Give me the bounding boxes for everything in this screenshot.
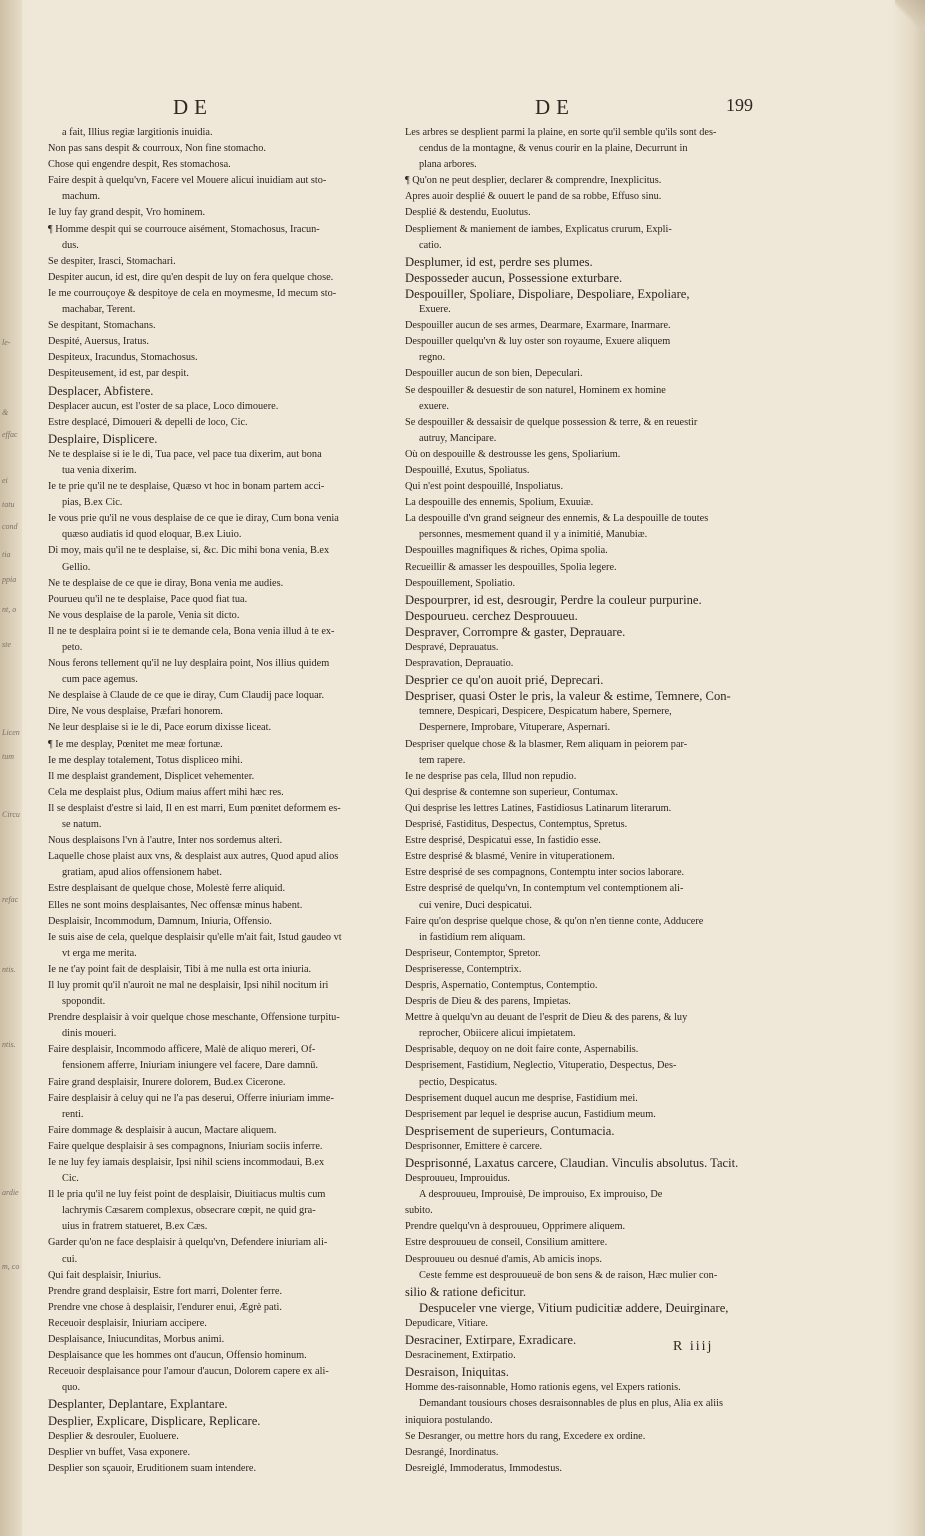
entry-line: Despouiller aucun de ses armes, Dearmare, Exarmare, Inarmare. (405, 320, 671, 332)
entry-line: Despourprer, id est, desrougir, Perdre la couleur purpurine. (405, 592, 702, 607)
entry-line: ¶ Homme despit qui se courrouce aisément, Stomachosus, Iracun- (48, 223, 320, 235)
entry-line: Elles ne sont moins desplaisantes, Nec offensæ minus habent. (48, 899, 303, 911)
entry-line: personnes, mesmement quand il y a inimitié, Manubiæ. (419, 529, 648, 541)
entry-line: Despris, Aspernatio, Contemptus, Contemptio. (405, 979, 598, 991)
margin-bleed: & (2, 408, 9, 417)
entry-line: cendus de la montagne, & venus courir en la plaine, Decurrunt in (419, 143, 688, 155)
entry-line: Garder qu'on ne face desplaisir à quelqu'vn, Defendere iniuriam ali- (48, 1237, 328, 1249)
entry-line: Receuoir desplaisance pour l'amour d'aucun, Dolorem capere ex ali- (48, 1366, 329, 1378)
entry-line: Laquelle chose plaist aux vns, & desplaist aux autres, Quod apud alios (48, 851, 339, 863)
entry-line: Faire dommage & desplaisir à aucun, Mactare aliquem. (48, 1124, 277, 1136)
entry-line: Exuere. (419, 304, 451, 316)
entry-line: Depudicare, Vitiare. (405, 1317, 488, 1329)
entry-line: ¶ Qu'on ne peut desplier, declarer & comprendre, Inexplicitus. (405, 175, 662, 187)
entry-line: Ie te prie qu'il ne te desplaise, Quæso vt hoc in bonam partem acci- (48, 481, 325, 493)
entry-line: Ie luy fay grand despit, Vro hominem. (48, 207, 206, 219)
entry-line: Desprisonné, Laxatus carcere, Claudian. Vinculis absolutus. Tacit. (405, 1156, 739, 1170)
entry-line: Ie ne t'ay point fait de desplaisir, Tibi à me nulla est orta iniuria. (48, 963, 312, 975)
left-column (48, 125, 388, 1477)
entry-line: fensionem afferre, Iniuriam iniungere vel facere, Dare damnū. (62, 1060, 318, 1072)
entry-line: quo. (62, 1382, 81, 1394)
entry-line: Estre desplacé, Dimoueri & depelli de loco, Cic. (48, 416, 248, 428)
entry-line: Il luy promit qu'il n'auroit ne mal ne desplaisir, Ipsi nihil nocitum iri (48, 979, 329, 991)
entry-line: Desplaisance, Iniucunditas, Morbus animi. (48, 1334, 225, 1346)
entry-line: Di moy, mais qu'il ne te desplaise, si, &c. Dic mihi bona venia, B.ex (48, 545, 330, 557)
entry-line: Les arbres se desplient parmi la plaine, en sorte qu'il semble qu'ils sont des- (405, 127, 717, 138)
entry-line: Desplacer aucun, est l'oster de sa place, Loco dimouere. (48, 400, 279, 412)
entry-line: Desprisement duquel aucun me desprise, Fastidium mei. (405, 1092, 638, 1104)
entry-line: lachrymis Cæsarem complexus, obsecrare cœpit, ne quid gra- (62, 1205, 316, 1217)
margin-bleed: refac (2, 895, 19, 904)
entry-line: Desreiglé, Immoderatus, Immodestus. (405, 1462, 562, 1474)
entry-line: dinis moueri. (62, 1028, 117, 1040)
entry-line: cui venire, Duci despicatui. (419, 899, 532, 911)
margin-bleed: ntis. (2, 965, 16, 974)
entry-line: Desposseder aucun, Possessione exturbare. (405, 270, 623, 285)
entry-line: Chose qui engendre despit, Res stomachosa. (48, 159, 231, 171)
entry-line: Cela me desplaist plus, Odium maius affert mihi hæc res. (48, 786, 284, 798)
entry-line: uius in fratrem statueret, B.ex Cæs. (62, 1221, 208, 1233)
entry-line: Ne te desplaise si ie le di, Tua pace, vel pace tua dixerim, aut bona (48, 448, 322, 460)
entry-line: Qui n'est point despouillé, Inspoliatus. (405, 481, 564, 493)
entry-line: Pourueu qu'il ne te desplaise, Pace quod fiat tua. (48, 593, 248, 605)
entry-line: Despriseresse, Contemptrix. (405, 963, 522, 975)
entry-line: Desplaire, Displicere. (48, 431, 158, 446)
entry-line: Despraver, Corrompre & gaster, Deprauare. (405, 624, 626, 639)
margin-bleed: ste (2, 640, 11, 649)
entry-line: Se Desranger, ou mettre hors du rang, Excedere ex ordine. (405, 1430, 646, 1442)
entry-line: Desprisable, dequoy on ne doit faire conte, Aspernabilis. (405, 1044, 639, 1056)
right-column (405, 125, 760, 1477)
entry-line: A desprouueu, Improuisè, De improuiso, Ex improuiso, De (419, 1189, 663, 1201)
entry-line: Despravé, Deprauatus. (405, 642, 499, 653)
entry-line: Despité, Auersus, Iratus. (48, 336, 149, 348)
entry-line: Desprouueu, Improuidus. (405, 1173, 510, 1185)
entry-line: Ne vous desplaise de la parole, Venia sit dicto. (48, 609, 240, 621)
entry-line: Faire desplaisir à celuy qui ne l'a pas deserui, Offerre iniuriam imme- (48, 1092, 334, 1104)
entry-line: gratiam, apud alios offensionem habet. (62, 867, 222, 879)
entry-line: Ie me desplay totalement, Totus displiceo mihi. (48, 754, 243, 766)
margin-bleed: nt, o (2, 605, 17, 614)
entry-line: machabar, Terent. (62, 304, 136, 316)
entry-line: Receuoir desplaisir, Iniuriam accipere. (48, 1317, 207, 1329)
entry-line: renti. (62, 1108, 84, 1120)
margin-bleed: Licen (2, 728, 20, 737)
entry-line: Desraison, Iniquitas. (405, 1365, 509, 1380)
entry-line: Se despouiller & desuestir de son naturel, Hominem ex homine (405, 384, 666, 396)
margin-bleed: tia (2, 550, 11, 559)
entry-line: Apres auoir desplié & ouuert le pand de sa robbe, Effuso sinu. (405, 191, 662, 203)
binding-gutter (0, 0, 22, 1536)
entry-line: Despourueu. cerchez Desprouueu. (405, 608, 578, 623)
entry-line: Desrangé, Inordinatus. (405, 1446, 499, 1458)
entry-line: Il ne te desplaira point si ie te demande cela, Bona venia illud à te ex- (48, 625, 335, 637)
entry-line: Estre desplaisant de quelque chose, Molestè ferre aliquid. (48, 883, 286, 895)
entry-line: spopondit. (62, 996, 106, 1008)
entry-line: silio & ratione deficitur. (405, 1284, 527, 1299)
entry-line: Desprouueu ou desnué d'amis, Ab amicis inops. (405, 1253, 602, 1265)
entry-line: Desprier ce qu'on auoit prié, Deprecari. (405, 673, 604, 688)
entry-line: Non pas sans despit & courroux, Non fine stomacho. (48, 143, 266, 155)
entry-line: Gellio. (62, 561, 91, 573)
entry-line: Despiteux, Iracundus, Stomachosus. (48, 352, 198, 364)
entry-line: autruy, Mancipare. (419, 432, 497, 444)
entry-line: regno. (419, 352, 446, 364)
page-corner (895, 0, 925, 36)
entry-line: Desplier son sçauoir, Eruditionem suam intendere. (48, 1462, 257, 1474)
entry-line: Prendre desplaisir à voir quelque chose meschante, Offensione turpitu- (48, 1012, 340, 1024)
entry-line: Despernere, Improbare, Vituperare, Aspernari. (419, 722, 611, 734)
entry-line: exuere. (419, 400, 450, 412)
entry-line: Faire despit à quelqu'vn, Facere vel Mouere alicui inuidiam aut sto- (48, 175, 327, 187)
entry-line: se natum. (62, 819, 102, 831)
entry-line: Ne te desplaise de ce que ie diray, Bona venia me audies. (48, 577, 284, 589)
entry-line: Estre desprisé de quelqu'vn, In contemptum vel contemptionem ali- (405, 883, 684, 895)
entry-line: La despouille des ennemis, Spolium, Exuuiæ. (405, 497, 594, 509)
margin-bleed: m, co (2, 1262, 20, 1271)
entry-line: Estre desprouueu de conseil, Consilium amittere. (405, 1237, 608, 1249)
entry-line: Homme des-raisonnable, Homo rationis egens, vel Expers rationis. (405, 1382, 681, 1394)
entry-line: Prendre grand desplaisir, Estre fort marri, Dolenter ferre. (48, 1285, 283, 1297)
margin-bleed: tum (2, 752, 14, 761)
entry-line: temnere, Despicari, Despicere, Despicatum habere, Spernere, (419, 706, 672, 718)
margin-bleed: tatu (2, 500, 15, 509)
entry-line: Cic. (62, 1173, 79, 1185)
entry-line: peto. (62, 642, 83, 653)
entry-line: quæso audiatis id quod eloquar, B.ex Liuio. (62, 529, 242, 541)
entry-line: Desprisement de superieurs, Contumacia. (405, 1123, 615, 1138)
entry-line: Despriser quelque chose & la blasmer, Rem aliquam in peiorem par- (405, 738, 688, 750)
entry-line: subito. (405, 1205, 433, 1217)
entry-line: in fastidium rem aliquam. (419, 931, 526, 943)
running-head-left: DE (173, 95, 213, 119)
entry-line: Despouiller, Spoliare, Dispoliare, Despoliare, Expoliare, (405, 286, 690, 301)
entry-line: Ne leur desplaise si ie le di, Pace eorum dixisse liceat. (48, 722, 272, 734)
entry-line: Se despiter, Irasci, Stomachari. (48, 255, 176, 267)
entry-line: Se despouiller & dessaisir de quelque possession & terre, & en reuestir (405, 416, 698, 428)
entry-line: Ie ne desprise pas cela, Illud non repudio. (405, 770, 577, 782)
entry-line: Demandant tousiours choses desraisonnables de plus en plus, Alia ex aliis (419, 1398, 723, 1410)
entry-line: Desracinement, Extirpatio. (405, 1350, 516, 1362)
entry-line: Desplier vn buffet, Vasa exponere. (48, 1446, 191, 1458)
entry-line: Il se desplaist d'estre si laid, Il en est marri, Eum pœnitet deformem es- (48, 802, 341, 814)
entry-line: Desprisé, Fastiditus, Despectus, Contemptus, Spretus. (405, 819, 628, 831)
entry-line: pias, B.ex Cic. (62, 497, 123, 509)
entry-line: Où on despouille & destrousse les gens, Spoliarium. (405, 448, 621, 460)
entry-line: tua venia dixerim. (62, 464, 137, 476)
entry-line: iniquiora postulando. (405, 1414, 493, 1426)
entry-line: Prendre vne chose à desplaisir, l'endurer enui, Ægrè pati. (48, 1301, 282, 1313)
entry-line: Desplier, Explicare, Displicare, Replicare. (48, 1413, 261, 1428)
entry-line: Despliement & maniement de iambes, Explicatus crurum, Expli- (405, 223, 672, 235)
entry-line: Desplaisance que les hommes ont d'aucun, Offensio hominum. (48, 1350, 307, 1362)
entry-line: Despouiller quelqu'vn & luy oster son royaume, Exuere aliquem (405, 336, 671, 348)
entry-line: Despouillé, Exutus, Spoliatus. (405, 464, 530, 476)
entry-line: Despiteusement, id est, par despit. (48, 368, 189, 380)
entry-line: Desraciner, Extirpare, Exradicare. (405, 1333, 577, 1348)
entry-line: Ie ne luy fey iamais desplaisir, Ipsi nihil sciens incommodaui, B.ex (48, 1157, 325, 1168)
folio-number: 199 (726, 95, 753, 115)
entry-line: Ie vous prie qu'il ne vous desplaise de ce que ie diray, Cum bona venia (48, 513, 339, 525)
entry-line: Faire quelque desplaisir à ses compagnons, Iniuriam sociis inferre. (48, 1140, 323, 1152)
entry-line: catio. (419, 239, 442, 251)
entry-line: dus. (62, 239, 79, 251)
entry-line: cum pace agemus. (62, 674, 138, 686)
margin-bleed: ei (2, 476, 8, 485)
entry-line: Despravation, Deprauatio. (405, 658, 514, 670)
entry-line: Desplier & desrouler, Euoluere. (48, 1430, 179, 1442)
entry-line: Faire qu'on desprise quelque chose, & qu'on n'en tienne conte, Adducere (405, 915, 704, 927)
entry-line: Desplumer, id est, perdre ses plumes. (405, 254, 593, 269)
entry-line: Estre desprisé, Despicatui esse, In fastidio esse. (405, 835, 601, 847)
entry-line: Mettre à quelqu'vn au deuant de l'esprit de Dieu & des parens, & luy (405, 1012, 688, 1024)
margin-bleed: ardie (2, 1188, 19, 1197)
entry-line: Desplacer, Abfistere. (48, 383, 154, 398)
entry-line: Estre desprisé & blasmé, Venire in vituperationem. (405, 851, 615, 863)
margin-bleed: effac (2, 430, 18, 439)
margin-bleed: ntis. (2, 1040, 16, 1049)
entry-line: Despouilles magnifiques & riches, Opima spolia. (405, 545, 608, 557)
entry-line: Ie suis aise de cela, quelque desplaisir qu'elle m'ait fait, Istud gaudeo vt (48, 931, 342, 943)
entry-line: Desprisement par lequel ie desprise aucun, Fastidium meum. (405, 1108, 656, 1120)
entry-line: Il me desplaist grandement, Displicet vehementer. (48, 770, 255, 782)
entry-line: Qui desprise les lettres Latines, Fastidiosus Latinarum literarum. (405, 802, 672, 814)
margin-bleed: ppia (2, 575, 17, 584)
entry-line: Despuceler vne vierge, Vitium pudicitiæ addere, Deuirginare, (419, 1300, 729, 1315)
entry-line: Recueillir & amasser les despouilles, Spolia legere. (405, 561, 617, 573)
entry-line: Ceste femme est desprouueuë de bon sens & de raison, Hæc mulier con- (419, 1269, 718, 1281)
entry-line: Faire grand desplaisir, Inurere dolorem, Bud.ex Cicerone. (48, 1076, 286, 1088)
entry-line: Faire desplaisir, Incommodo afficere, Malè de aliquo mereri, Of- (48, 1044, 316, 1056)
entry-line: Despiter aucun, id est, dire qu'en despit de luy on fera quelque chose. (48, 271, 334, 283)
entry-line: Ne desplaise à Claude de ce que ie diray, Cum Claudij pace loquar. (48, 690, 325, 702)
entry-line: ¶ Ie me desplay, Pœnitet me meæ fortunæ. (48, 738, 223, 750)
entry-line: Desprisement, Fastidium, Neglectio, Vituperatio, Despectus, Des- (405, 1060, 677, 1072)
signature-mark: R iiij (673, 1339, 714, 1354)
entry-line: Qui desprise & contemne son superieur, Contumax. (405, 786, 618, 798)
entry-line: Ie me courrouçoye & despitoye de cela en moymesme, Id mecum sto- (48, 287, 337, 299)
entry-line: Despris de Dieu & des parens, Impietas. (405, 996, 571, 1008)
entry-line: a fait, Illius regiæ largitionis inuidia. (62, 127, 213, 138)
entry-line: machum. (62, 191, 101, 203)
entry-line: Qui fait desplaisir, Iniurius. (48, 1269, 162, 1281)
entry-line: Despriseur, Contemptor, Spretor. (405, 947, 541, 959)
entry-line: cui. (62, 1253, 78, 1265)
entry-line: Il le pria qu'il ne luy feist point de desplaisir, Diuitiacus multis cum (48, 1189, 326, 1201)
running-head-right: DE (535, 95, 575, 119)
entry-line: Estre desprisé de ses compagnons, Contemptu inter socios laborare. (405, 867, 685, 879)
entry-line: Despriser, quasi Oster le pris, la valeur & estime, Temnere, Con- (405, 689, 731, 704)
entry-line: Nous ferons tellement qu'il ne luy desplaira point, Nos illius quidem (48, 658, 330, 670)
entry-line: Prendre quelqu'vn à desprouueu, Opprimere aliquem. (405, 1221, 626, 1233)
entry-line: reprocher, Obiicere alicui impietatem. (419, 1028, 576, 1040)
margin-bleed: cond (2, 522, 18, 531)
entry-line: Desplanter, Deplantare, Explantare. (48, 1397, 228, 1412)
entry-line: tem rapere. (419, 754, 466, 766)
entry-line: Desplaisir, Incommodum, Damnum, Iniuria, Offensio. (48, 915, 272, 927)
entry-line: vt erga me merita. (62, 947, 137, 959)
entry-line: Desplié & destendu, Euolutus. (405, 207, 531, 219)
entry-line: Se despitant, Stomachans. (48, 320, 156, 332)
entry-line: Dire, Ne vous desplaise, Præfari honorem. (48, 706, 224, 718)
entry-line: Nous desplaisons l'vn à l'autre, Inter nos sordemus alteri. (48, 835, 283, 847)
entry-line: Despouillement, Spoliatio. (405, 577, 516, 589)
entry-line: plana arbores. (419, 159, 477, 171)
margin-bleed: Circu (2, 810, 20, 819)
entry-line: Desprisonner, Emittere è carcere. (405, 1140, 543, 1152)
margin-bleed: le- (2, 338, 11, 347)
entry-line: La despouille d'vn grand seigneur des ennemis, & La despouille de toutes (405, 513, 709, 525)
entry-line: Despouiller aucun de son bien, Depeculari. (405, 368, 583, 380)
entry-line: pectio, Despicatus. (419, 1076, 498, 1088)
